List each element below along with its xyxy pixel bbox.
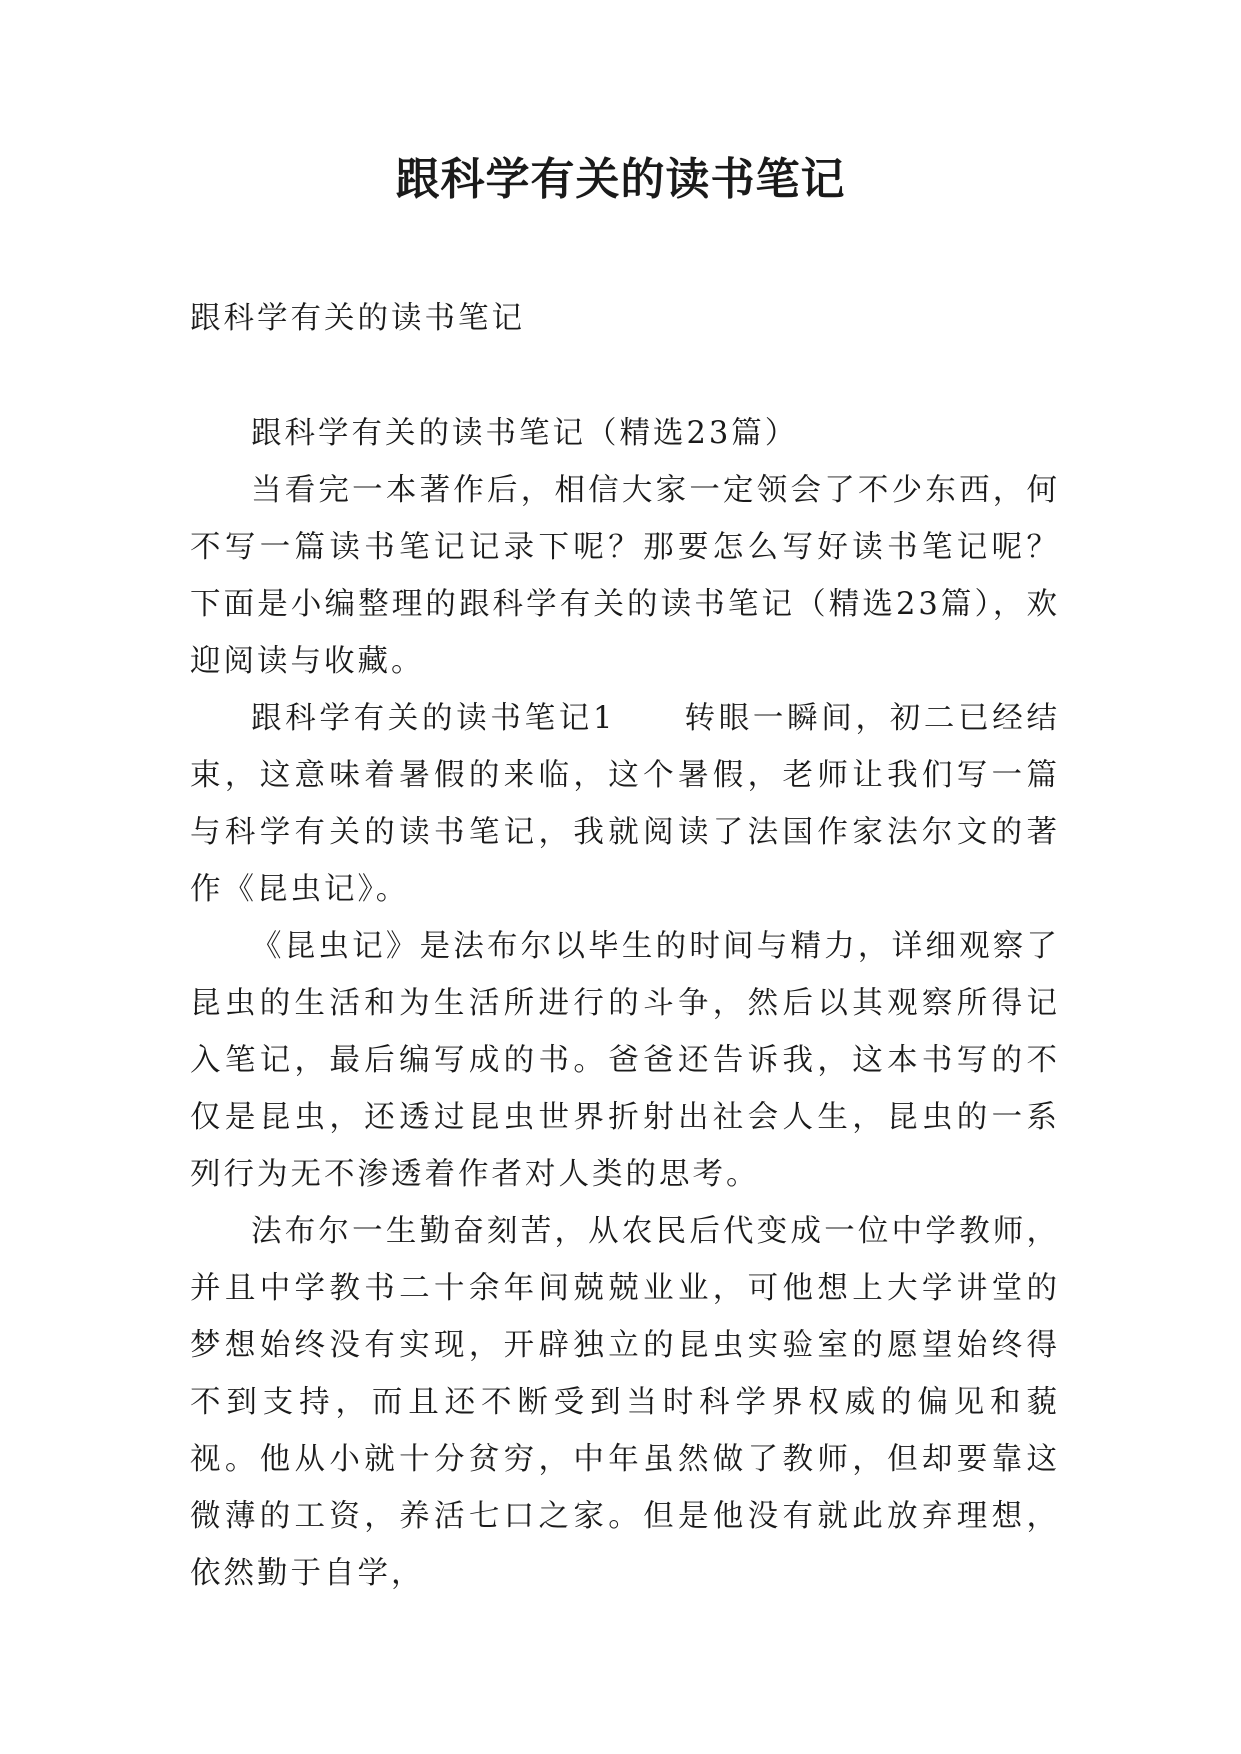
page-title: 跟科学有关的读书笔记 [395, 154, 846, 205]
paragraph: 当看完一本著作后，相信大家一定领会了不少东西，何不写一篇读书笔记记录下呢？那要怎么写好读书笔记呢？下面是小编整理的跟科学有关的读书笔记（精选23篇），欢迎阅读与收藏。 [190, 473, 1060, 679]
paragraph: 跟科学有关的读书笔记（精选23篇） [251, 416, 799, 451]
document-subtitle: 跟科学有关的读书笔记 [190, 301, 525, 336]
paragraph: 跟科学有关的读书笔记1 转眼一瞬间，初二已经结束，这意味着暑假的来临，这个暑假，老师让我们写一篇与科学有关的读书笔记，我就阅读了法国作家法尔文的著作《昆虫记》。 [190, 701, 1060, 907]
paragraph: 法布尔一生勤奋刻苦，从农民后代变成一位中学教师，并且中学教书二十余年间兢兢业业，可他想上大学讲堂的梦想始终没有实现，开辟独立的昆虫实验室的愿望始终得不到支持，而且还不断受到当时科学界权威的偏见和藐视。他从小就十分贫穷，中年虽然做了教师，但却要靠这微薄的工资，养活七口之家。但是他没有就此放弃理想，依然勤于自学， [190, 1214, 1060, 1591]
paragraph: 《昆虫记》是法布尔以毕生的时间与精力，详细观察了昆虫的生活和为生活所进行的斗争，然后以其观察所得记入笔记，最后编写成的书。爸爸还告诉我，这本书写的不仅是昆虫，还透过昆虫世界折射出社会人生，昆虫的一系列行为无不渗透着作者对人类的思考。 [190, 929, 1060, 1192]
document-body [190, 290, 1060, 1602]
